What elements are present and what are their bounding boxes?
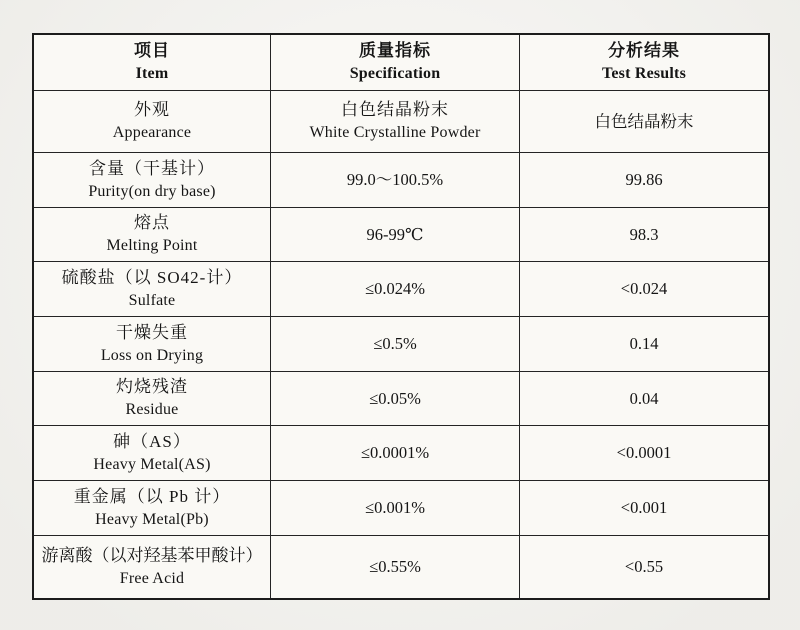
table-row-sulfate bbox=[34, 261, 768, 316]
item-en: Heavy Metal(Pb) bbox=[95, 510, 209, 528]
result-value: 98.3 bbox=[629, 224, 659, 244]
header-item-zh: 项目 bbox=[134, 41, 170, 61]
header-cell-test-results bbox=[520, 35, 768, 90]
header-spec-zh: 质量指标 bbox=[359, 41, 431, 61]
spec-value: ≤0.024% bbox=[365, 279, 425, 299]
result-value: 0.14 bbox=[629, 334, 659, 354]
result-value: <0.001 bbox=[620, 498, 668, 518]
result-value: 99.86 bbox=[625, 170, 663, 190]
spec-cell bbox=[271, 317, 520, 371]
result-cell bbox=[520, 426, 768, 480]
spec-cell bbox=[271, 426, 520, 480]
item-en: Free Acid bbox=[119, 569, 185, 587]
header-cell-item bbox=[34, 35, 271, 90]
spec-value: ≤0.0001% bbox=[360, 443, 430, 463]
spec-cell bbox=[271, 153, 520, 207]
spec-en: White Crystalline Powder bbox=[309, 124, 481, 142]
item-en: Melting Point bbox=[106, 237, 198, 255]
table-row-melting-point bbox=[34, 207, 768, 261]
result-value: <0.0001 bbox=[616, 443, 672, 463]
item-zh: 含量（干基计） bbox=[89, 158, 215, 178]
result-cell bbox=[520, 536, 768, 598]
table-row-residue bbox=[34, 371, 768, 425]
item-zh: 熔点 bbox=[134, 213, 170, 233]
result-value: <0.55 bbox=[624, 557, 664, 577]
header-spec-en: Specification bbox=[349, 65, 441, 83]
item-cell bbox=[34, 208, 271, 261]
spec-value: ≤0.5% bbox=[373, 334, 417, 354]
result-cell bbox=[520, 317, 768, 371]
spec-cell bbox=[271, 481, 520, 535]
spec-value: ≤0.05% bbox=[369, 388, 421, 408]
item-en: Heavy Metal(AS) bbox=[93, 455, 211, 473]
item-cell bbox=[34, 536, 271, 598]
spec-value: 96-99℃ bbox=[366, 224, 424, 244]
item-cell bbox=[34, 481, 271, 535]
result-cell bbox=[520, 262, 768, 316]
spec-value: ≤0.001% bbox=[365, 498, 425, 518]
item-cell bbox=[34, 91, 271, 152]
result-value: 0.04 bbox=[629, 388, 659, 408]
spec-cell bbox=[271, 208, 520, 261]
item-zh: 重金属（以 Pb 计） bbox=[73, 486, 231, 506]
item-zh: 砷（AS） bbox=[113, 431, 191, 451]
result-cell bbox=[520, 208, 768, 261]
result-cell bbox=[520, 372, 768, 425]
item-zh: 灼烧残渣 bbox=[116, 377, 188, 397]
result-value: 白色结晶粉末 bbox=[594, 111, 694, 131]
item-cell bbox=[34, 153, 271, 207]
item-en: Purity(on dry base) bbox=[88, 182, 216, 200]
item-cell bbox=[34, 426, 271, 480]
table-header-row bbox=[34, 35, 768, 90]
spec-cell bbox=[271, 536, 520, 598]
item-cell bbox=[34, 372, 271, 425]
header-result-en: Test Results bbox=[601, 65, 687, 83]
item-cell bbox=[34, 262, 271, 316]
spec-zh: 白色结晶粉末 bbox=[341, 100, 449, 120]
item-zh: 硫酸盐（以 SO42-计） bbox=[61, 267, 243, 287]
spec-value: ≤0.55% bbox=[369, 557, 421, 577]
item-en: Loss on Drying bbox=[100, 346, 204, 364]
header-item-en: Item bbox=[135, 65, 169, 83]
item-en: Residue bbox=[125, 401, 179, 419]
table-row-purity bbox=[34, 152, 768, 207]
table-row-loss-on-drying bbox=[34, 316, 768, 371]
table-row-heavy-metal-as bbox=[34, 425, 768, 480]
spec-cell bbox=[271, 91, 520, 152]
spec-cell bbox=[271, 262, 520, 316]
item-cell bbox=[34, 317, 271, 371]
result-cell bbox=[520, 153, 768, 207]
specification-table bbox=[32, 33, 770, 600]
item-en: Appearance bbox=[112, 124, 192, 142]
spec-cell bbox=[271, 372, 520, 425]
table-row-appearance bbox=[34, 90, 768, 152]
result-cell bbox=[520, 91, 768, 152]
result-cell bbox=[520, 481, 768, 535]
spec-value: 99.0～100.5% bbox=[346, 170, 444, 190]
item-zh: 游离酸（以对羟基苯甲酸计） bbox=[41, 545, 263, 565]
header-result-zh: 分析结果 bbox=[608, 41, 680, 61]
item-en: Sulfate bbox=[128, 291, 176, 309]
table-row-free-acid bbox=[34, 535, 768, 598]
item-zh: 干燥失重 bbox=[116, 322, 188, 342]
header-cell-specification bbox=[271, 35, 520, 90]
result-value: <0.024 bbox=[620, 279, 668, 299]
item-zh: 外观 bbox=[134, 100, 170, 120]
table-row-heavy-metal-pb bbox=[34, 480, 768, 535]
